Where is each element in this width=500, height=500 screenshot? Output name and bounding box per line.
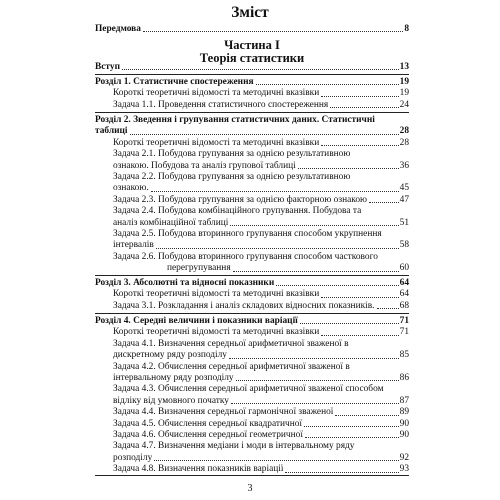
toc-section-2 bbox=[95, 115, 409, 275]
toc-entry[interactable] bbox=[95, 396, 409, 407]
toc-entry-label: Задача 4.8. Визначення показників варіації bbox=[113, 464, 284, 475]
dot-leader bbox=[122, 69, 399, 70]
dot-leader bbox=[236, 380, 399, 381]
dot-leader bbox=[229, 358, 399, 359]
dot-leader bbox=[305, 437, 399, 438]
part-name: Теорія статистики bbox=[199, 51, 305, 65]
dot-leader bbox=[300, 323, 399, 324]
toc-section-heading[interactable] bbox=[95, 278, 409, 289]
toc-entry[interactable] bbox=[95, 183, 409, 194]
toc-entry-page: 71 bbox=[399, 327, 409, 338]
dot-leader bbox=[285, 472, 398, 473]
toc-entry-label-cont: відліку від умовного початку bbox=[113, 395, 229, 406]
toc-entry-page: 28 bbox=[399, 137, 409, 148]
toc-entry-page: 8 bbox=[404, 24, 409, 34]
toc-entry[interactable] bbox=[95, 62, 409, 73]
toc-entry-label: Задача 2.3. Побудова групування за однією факторною ознакою bbox=[113, 194, 368, 205]
toc-entry-page: 89 bbox=[399, 407, 409, 418]
toc-entry-label-cont: аналіз комбінаційної таблиці bbox=[113, 217, 229, 228]
toc-entry-page: 87 bbox=[399, 395, 409, 406]
toc-entry[interactable] bbox=[95, 301, 409, 312]
dot-leader bbox=[154, 460, 398, 461]
toc-preface bbox=[95, 24, 409, 35]
toc-entry-label-cont: ознакою. Побудова та аналіз групової таблиці bbox=[113, 160, 296, 171]
toc-intro bbox=[95, 62, 409, 73]
toc-section-page: 71 bbox=[399, 316, 409, 326]
separator-line bbox=[95, 74, 409, 75]
toc-section-1 bbox=[95, 77, 409, 111]
toc-entry-label: Задача 1.1. Проведення статистичного спостереження bbox=[113, 99, 329, 110]
toc-entry-label: Задача 4.5. Обчислення середньої квадратичної bbox=[113, 418, 303, 429]
dot-leader bbox=[276, 285, 398, 286]
toc-entry[interactable] bbox=[95, 240, 409, 251]
toc-section-title-cont: таблиці bbox=[95, 126, 128, 137]
toc-entry-page: 45 bbox=[399, 183, 409, 194]
toc-entry[interactable] bbox=[95, 263, 409, 274]
toc-entry[interactable] bbox=[95, 138, 409, 149]
toc-entry[interactable] bbox=[95, 453, 409, 464]
toc-entry-label[interactable]: Задача 2.1. Побудова групування за однією результативною bbox=[113, 149, 351, 160]
toc-section-title: Розділ 3. Абсолютні та відносні показники bbox=[95, 278, 275, 288]
toc-entry-label[interactable]: Задача 4.2. Обчислення середньої арифметичної зваженої в bbox=[113, 361, 350, 372]
toc-entry-label[interactable]: Задача 2.5. Побудова вторинного групування способом укрупнення bbox=[113, 229, 382, 240]
toc-entry-page: 13 bbox=[399, 62, 409, 72]
toc-entry[interactable] bbox=[95, 88, 409, 99]
dot-leader bbox=[369, 202, 399, 203]
dot-leader bbox=[377, 308, 399, 309]
toc-section-heading[interactable] bbox=[95, 126, 409, 137]
toc-entry[interactable] bbox=[95, 100, 409, 111]
toc-section-page: 28 bbox=[399, 126, 409, 137]
dot-leader bbox=[321, 297, 398, 298]
toc-entry[interactable] bbox=[95, 430, 409, 441]
toc-entry-label-cont: інтервалів bbox=[113, 240, 154, 251]
toc-section-page: 19 bbox=[399, 77, 409, 87]
toc-entry[interactable] bbox=[95, 419, 409, 430]
dot-leader bbox=[156, 248, 399, 249]
toc-entry-label[interactable]: Задача 4.3. Обчислення середньої арифметичної зваженої способом bbox=[113, 384, 384, 395]
dot-leader bbox=[233, 271, 399, 272]
toc-entry-label: Короткі теоретичні відомості та методичні вказівки bbox=[113, 137, 320, 148]
toc-entry[interactable] bbox=[95, 464, 409, 475]
toc-entry-label: Задача 3.1. Розкладання і аналіз складових відносних показників. bbox=[113, 300, 375, 311]
dot-leader bbox=[321, 335, 398, 336]
toc-entry-page: 93 bbox=[399, 464, 409, 475]
toc-section-4 bbox=[95, 316, 409, 476]
separator-line bbox=[95, 313, 409, 314]
toc-entry-label: Передмова bbox=[95, 24, 141, 34]
toc-entry-label: Короткі теоретичні відомості та методичні вказівки bbox=[113, 289, 320, 300]
toc-entry-label: Задача 4.4. Визначення середньої гармонічної зваженої bbox=[113, 407, 334, 418]
toc-entry[interactable] bbox=[95, 161, 409, 172]
dot-leader bbox=[335, 415, 398, 416]
page-number: 3 bbox=[247, 483, 253, 494]
dot-leader bbox=[304, 426, 399, 427]
toc-entry-label: Задача 4.6. Обчислення середньої геометричної bbox=[113, 430, 303, 441]
dot-leader bbox=[330, 107, 398, 108]
toc-entry-page: 36 bbox=[399, 160, 409, 171]
toc-entry-label: Короткі теоретичні відомості та методичні вказівки bbox=[113, 327, 320, 338]
toc-entry-page: 90 bbox=[399, 430, 409, 441]
part-number: Частина І bbox=[224, 38, 280, 52]
toc-entry-page: 90 bbox=[399, 418, 409, 429]
dot-leader bbox=[130, 134, 399, 135]
separator-line bbox=[95, 275, 409, 276]
toc-entry[interactable] bbox=[95, 327, 409, 338]
dot-leader bbox=[298, 168, 399, 169]
toc-entry[interactable] bbox=[95, 350, 409, 361]
toc-entry-label[interactable]: Задача 2.6. Побудова вторинного групування способом часткового bbox=[113, 251, 378, 262]
toc-entry-label[interactable]: Задача 2.2. Побудова групування за однією результативною bbox=[113, 172, 351, 183]
toc-entry-page: 60 bbox=[399, 263, 409, 274]
dot-leader bbox=[143, 31, 403, 32]
toc-entry[interactable] bbox=[95, 407, 409, 418]
toc-entry-page: 64 bbox=[399, 289, 409, 300]
dot-leader bbox=[321, 145, 398, 146]
toc-entry-label-cont: ознакою. bbox=[113, 183, 149, 194]
dot-leader bbox=[230, 225, 398, 226]
toc-section-heading[interactable] bbox=[95, 77, 409, 88]
toc-entry-page: 47 bbox=[399, 194, 409, 205]
toc-entry-page: 24 bbox=[399, 99, 409, 110]
toc-section-title: Розділ 1. Статистичне спостереження bbox=[95, 77, 254, 87]
toc-entry-label-cont: розподілу bbox=[113, 452, 153, 463]
toc-section-title[interactable]: Розділ 2. Зведення і групування статистичних даних. Статистичні bbox=[95, 115, 375, 125]
toc-entry-label[interactable]: Задача 4.1. Визначення середньої арифметичної зваженої в bbox=[113, 338, 349, 349]
toc-entry-label[interactable]: Задача 2.4. Побудова комбінаційного групування. Побудова та bbox=[113, 206, 362, 217]
toc-entry-page: 68 bbox=[399, 300, 409, 311]
toc-entry[interactable] bbox=[95, 289, 409, 300]
separator-line bbox=[95, 112, 409, 113]
separator-line bbox=[95, 475, 409, 476]
toc-entry[interactable] bbox=[95, 24, 409, 35]
toc-section-heading[interactable] bbox=[95, 316, 409, 327]
dot-leader bbox=[151, 191, 399, 192]
toc-entry-label: Короткі теоретичні відомості та методичні вказівки bbox=[113, 88, 320, 99]
toc-entry-label-cont: перегрупування bbox=[167, 263, 231, 274]
toc-entry-label[interactable]: Задача 4.7. Визначення медіани і моди в інтервальному ряду bbox=[113, 441, 355, 452]
toc-entry[interactable] bbox=[95, 373, 409, 384]
toc-entry-label: Вступ bbox=[95, 62, 120, 72]
dot-leader bbox=[231, 403, 399, 404]
toc-entry-page: 86 bbox=[399, 373, 409, 384]
toc-entry-page: 92 bbox=[399, 452, 409, 463]
toc-title: Зміст bbox=[231, 4, 269, 21]
toc-entry[interactable] bbox=[95, 195, 409, 206]
toc-entry-label-cont: інтервальному ряду розподілу bbox=[113, 373, 234, 384]
toc-entry-page: 51 bbox=[399, 217, 409, 228]
toc-entry-page: 58 bbox=[399, 240, 409, 251]
toc-entry-page: 85 bbox=[399, 350, 409, 361]
dot-leader bbox=[256, 84, 399, 85]
toc-entry-label-cont: дискретному ряду розподілу bbox=[113, 350, 227, 361]
dot-leader bbox=[321, 96, 398, 97]
toc-section-page: 64 bbox=[399, 278, 409, 288]
toc-section-3 bbox=[95, 278, 409, 312]
toc-entry-page: 19 bbox=[399, 88, 409, 99]
toc-entry[interactable] bbox=[95, 218, 409, 229]
toc-section-title: Розділ 4. Середні величини і показники варіації bbox=[95, 316, 298, 326]
